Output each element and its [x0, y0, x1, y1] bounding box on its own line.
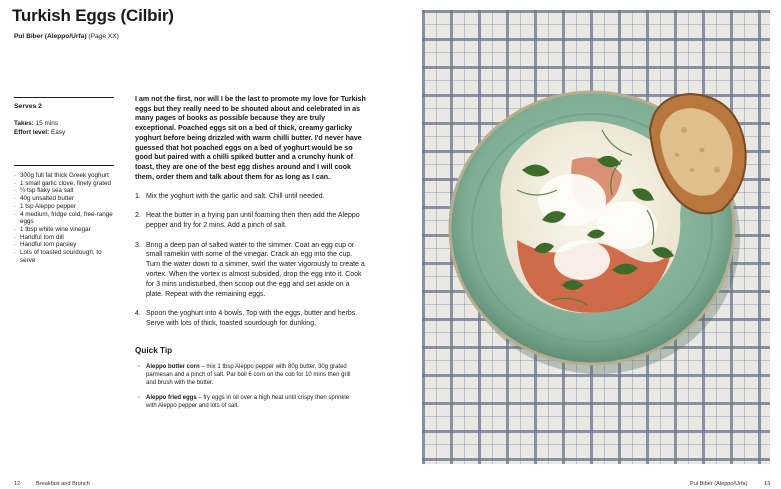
ingredient-item: · 40g unsalted butter — [14, 195, 118, 203]
step-number: 3. — [135, 241, 141, 249]
quick-tip-heading: Quick Tip — [135, 346, 173, 355]
ingredient-item: · 1 tsp Aleppo pepper — [14, 203, 118, 211]
poached-egg — [554, 240, 610, 280]
ingredient-item: · 1 small garlic clove, finely grated — [14, 180, 118, 188]
ingredients-list — [14, 172, 118, 264]
takes-line — [14, 120, 65, 129]
effort-value: Easy — [50, 128, 66, 136]
tip-text: – fry eggs in oil over a high heat until crispy then sprinkle with Aleppo pepper and lots of salt. — [146, 395, 350, 410]
time-effort — [14, 120, 65, 137]
photo-illustration — [422, 10, 770, 464]
step-number: 4. — [135, 309, 141, 317]
method-step — [135, 241, 367, 300]
tip-item — [146, 395, 358, 411]
footer-right-section: Pul Biber (Aleppo/Urfa) — [690, 481, 748, 487]
method-step — [135, 309, 367, 329]
ingredient-item: · Handful torn parsley — [14, 241, 118, 249]
tip-title: Aleppo fried eggs — [146, 395, 197, 402]
poached-egg — [597, 201, 657, 249]
step-text: Heat the butter in a frying pan until foaming then then add the Aleppo pepper and fry for 2 mins. Add a pinch of salt. — [146, 212, 360, 230]
recipe-title: Turkish Eggs (Cilbir) — [12, 6, 174, 25]
takes-label: Takes: — [14, 120, 34, 127]
tip-title: Aleppo butter corn — [146, 364, 200, 370]
ingredient-item: · 300g full fat thick Greek yoghurt — [14, 172, 118, 180]
step-text: Spoon the yoghurt into 4 bowls. Top with the eggs, butter and herbs. Serve with lots of thick, toasted sourdough for dunking. — [146, 309, 358, 327]
method-step — [135, 211, 367, 231]
ingredient-item: · Handful torn dill — [14, 234, 118, 242]
tip-item — [146, 364, 358, 387]
serves-label: Serves 2 — [14, 103, 42, 110]
tip-text: – mix 1 tbsp Aleppo pepper with 80g butter, 30g grated parmesan and a pinch of salt. Par boil 6 corn on the cob for 10 mins then grill and brush with the butter. — [146, 364, 351, 386]
step-text: Mix the yoghurt with the garlic and salt. Chill until needed. — [146, 193, 325, 200]
ingredient-item: · Lots of toasted sourdough, to serve — [14, 249, 118, 264]
ingredient-item: · ¼ tsp flaky sea salt — [14, 187, 118, 195]
effort-line — [14, 129, 65, 138]
footer-left-page-number: 12 — [14, 481, 21, 487]
ingredient-item: · 4 medium, fridge cold, free-range eggs — [14, 211, 118, 226]
ingredient-item: · 1 tbsp white wine vinegar — [14, 226, 118, 234]
intro-paragraph: I am not the first, nor will I be the last to promote my love for Turkish eggs but they really need to be shouted about and celebrated in as many pages of books as possible because they are truly exceptional. Poached eggs sit on a bed of thick, creamy garlicky yoghurt before being drizzled with warm chilli butter. I'd never have guessed that hot poached eggs on a bed of yoghurt would be so good but paired with a chilli spiked butter and a crunchy hunk of toast, they are one of the best egg dishes around and I will cook them, order them and talk about them for as long as I can. — [135, 95, 366, 181]
method-steps — [135, 192, 367, 338]
subtitle-ingredient: Pul Biber (Aleppo/Urfa) — [14, 33, 87, 40]
serves-top-rule — [14, 97, 114, 98]
step-number: 2. — [135, 212, 141, 220]
method-step — [135, 192, 367, 202]
quick-tip-list — [146, 364, 358, 419]
subtitle-page-ref: (Page XX) — [88, 33, 119, 40]
ingredients-top-rule — [14, 165, 114, 166]
footer-left-section: Breakfast and Brunch — [36, 481, 90, 487]
effort-label: Effort level: — [14, 128, 50, 136]
step-text: Bring a deep pan of salted water to the simmer. Coat an egg cup or small ramekin with some of the vinegar. Crack an egg into the cup. Turn the water down to a simmer, swirl the water vigorously to create a vortex. When the vortex is almost subsided, drop the egg into it. Cook for 3 mins undisturbed, then scoop out the egg and set aside on a plate. Repeat with the remaining eggs. — [146, 241, 365, 298]
recipe-subtitle — [14, 33, 119, 40]
footer-right-page-number: 13 — [764, 481, 771, 487]
takes-value: 15 mins — [35, 120, 58, 127]
food-photo — [422, 10, 770, 464]
step-number: 1. — [135, 193, 141, 200]
